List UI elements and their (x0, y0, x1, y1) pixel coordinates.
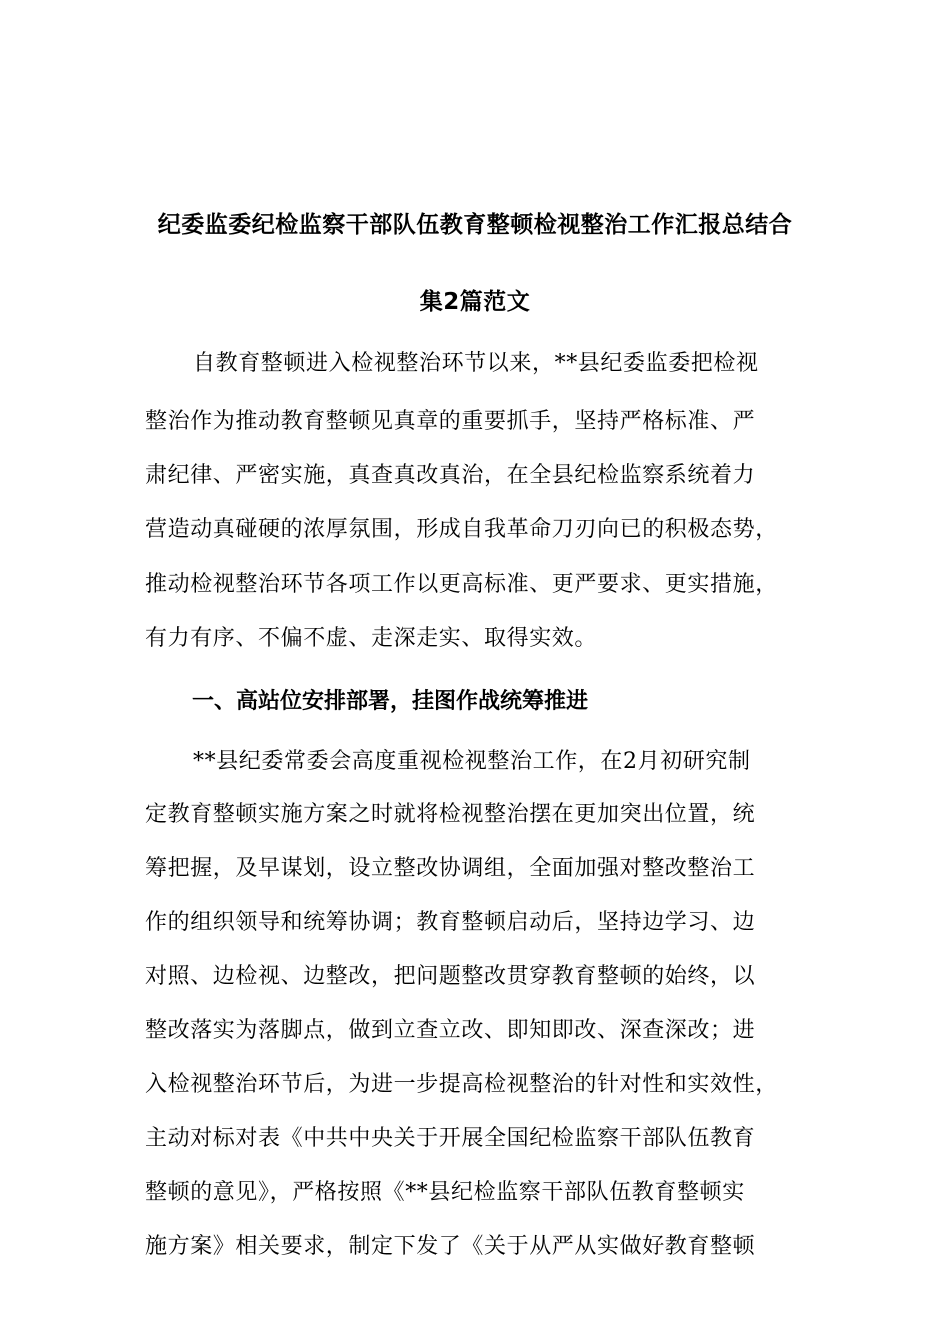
paragraph-2-line-2: 定教育整顿实施方案之时就将检视整治摆在更加突出位置，统 (145, 802, 756, 827)
paragraph-2-line-6: 整改落实为落脚点，做到立查立改、即知即改、深查深改；进 (145, 1018, 756, 1043)
paragraph-2-line-5: 对照、边检视、边整改，把问题整改贯穿教育整顿的始终，以 (145, 964, 756, 989)
paragraph-2-line-7: 入检视整治环节后，为进一步提高检视整治的针对性和实效性， (145, 1072, 778, 1097)
paragraph-2-line-1: **县纪委常委会高度重视检视整治工作，在2月初研究制 (193, 749, 751, 774)
paragraph-1-line-3: 肃纪律、严密实施，真查真改真治，在全县纪检监察系统着力 (145, 463, 756, 488)
paragraph-2-line-4: 作的组织领导和统筹协调；教育整顿启动后，坚持边学习、边 (145, 910, 756, 935)
paragraph-2-line-8: 主动对标对表《中共中央关于开展全国纪检监察干部队伍教育 (145, 1126, 756, 1151)
paragraph-2-line-10: 施方案》相关要求，制定下发了《关于从严从实做好教育整顿 (145, 1234, 756, 1259)
paragraph-2-line-9: 整顿的意见》，严格按照《**县纪检监察干部队伍教育整顿实 (145, 1180, 745, 1205)
paragraph-1-line-5: 推动检视整治环节各项工作以更高标准、更严要求、更实措施， (145, 572, 778, 597)
document-title-line-2: 集2篇范文 (419, 289, 531, 315)
paragraph-2-line-3: 筹把握，及早谋划，设立整改协调组，全面加强对整改整治工 (145, 856, 756, 881)
paragraph-1-line-6: 有力有序、不偏不虚、走深走实、取得实效。 (145, 626, 598, 651)
section-heading-1: 一、高站位安排部署，挂图作战统筹推进 (192, 689, 589, 714)
paragraph-1-line-2: 整治作为推动教育整顿见真章的重要抓手，坚持严格标准、严 (145, 409, 756, 434)
paragraph-1-line-1: 自教育整顿进入检视整治环节以来，**县纪委监委把检视 (193, 351, 759, 376)
paragraph-1-line-4: 营造动真碰硬的浓厚氛围，形成自我革命刀刃向已的积极态势， (145, 517, 778, 542)
document-title-line-1: 纪委监委纪检监察干部队伍教育整顿检视整治工作汇报总结合 (157, 212, 793, 238)
